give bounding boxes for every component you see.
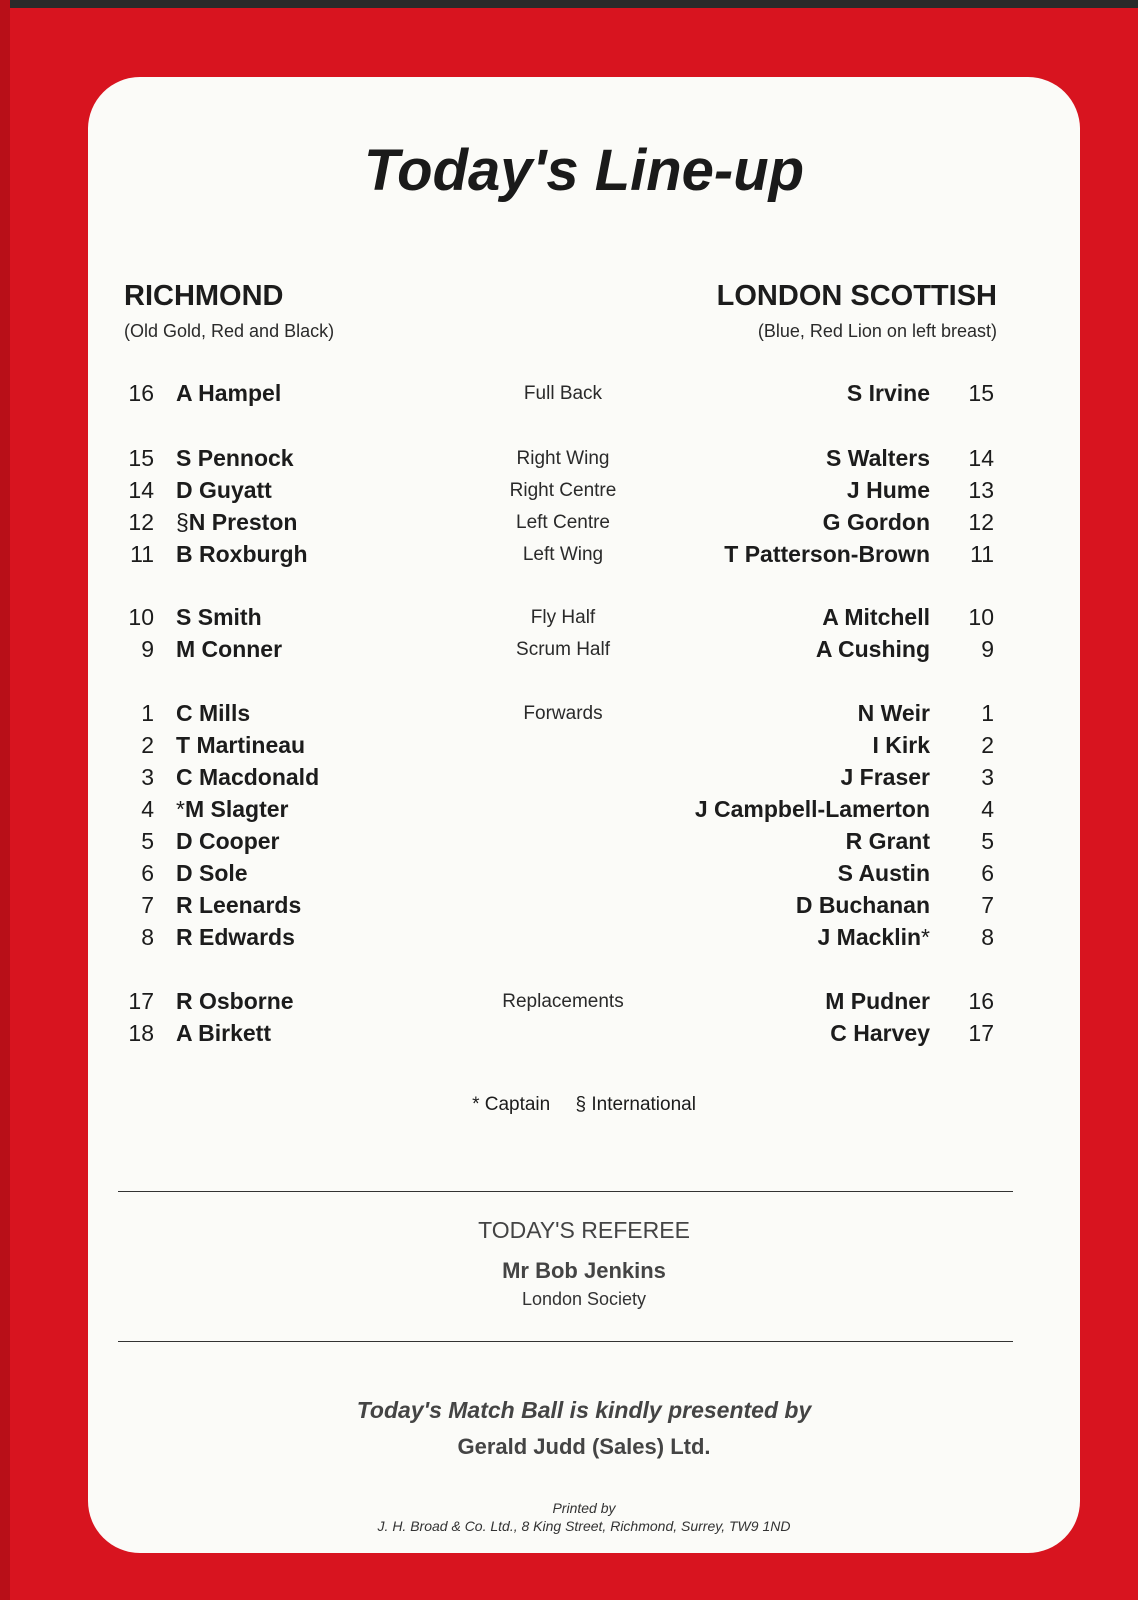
lineup-row: [88, 380, 1080, 412]
away-number: 5: [981, 828, 994, 854]
home-number: 4: [141, 796, 154, 822]
position-label: Full Back: [523, 383, 603, 404]
away-player-name: D Buchanan: [795, 892, 930, 918]
away-number: 15: [968, 380, 994, 406]
lineup-row: [88, 509, 1080, 541]
match-ball-line: Today's Match Ball is kindly presented by: [356, 1397, 812, 1423]
away-player: [695, 796, 930, 823]
lineup-row: [88, 604, 1080, 636]
away-player-name: S Irvine: [846, 380, 930, 406]
home-player-name: M Slagter: [184, 796, 289, 822]
home-player: [176, 700, 250, 727]
lineup-row: [88, 541, 1080, 573]
home-player-mark: §: [176, 509, 189, 535]
home-number: 6: [141, 860, 154, 886]
position-label: Right Centre: [509, 480, 617, 501]
away-number: 4: [981, 796, 994, 822]
home-player-name: T Martineau: [176, 732, 306, 758]
home-player: [176, 1020, 271, 1047]
divider-top: [118, 1191, 1013, 1192]
home-player-name: R Edwards: [176, 924, 295, 950]
home-team-name: RICHMOND: [124, 280, 284, 312]
home-player: [176, 541, 308, 568]
divider-bottom: [118, 1341, 1013, 1342]
home-player: [176, 796, 288, 823]
away-player: [847, 477, 930, 504]
position-label: Left Centre: [516, 512, 610, 533]
home-player-name: R Osborne: [176, 988, 294, 1014]
home-player-name: R Leenards: [176, 892, 302, 918]
home-number: 8: [141, 924, 154, 950]
home-number: 12: [128, 509, 154, 535]
lineup-row: [88, 764, 1080, 796]
home-number: 17: [128, 988, 154, 1014]
away-player: [838, 860, 930, 887]
lineup-row: [88, 796, 1080, 828]
home-player: [176, 860, 248, 887]
home-player-name: B Roxburgh: [176, 541, 308, 567]
away-team-colours: (Blue, Red Lion on left breast): [757, 321, 997, 341]
home-number: 9: [141, 636, 154, 662]
away-player-name: A Mitchell: [822, 604, 930, 630]
away-player: [826, 445, 930, 472]
away-player-name: N Weir: [857, 700, 930, 726]
away-player-name: A Cushing: [815, 636, 930, 662]
home-number: 11: [130, 541, 154, 567]
left-edge: [0, 0, 10, 1600]
lineup-row: [88, 700, 1080, 732]
home-player-name: S Smith: [176, 604, 262, 630]
lineup-row: [88, 477, 1080, 509]
away-number: 16: [968, 988, 994, 1014]
position-label: Fly Half: [530, 607, 596, 628]
home-team-colours: (Old Gold, Red and Black): [124, 321, 335, 341]
lineup-row: [88, 892, 1080, 924]
home-number: 7: [141, 892, 154, 918]
away-number: 7: [981, 892, 994, 918]
away-player-name: R Grant: [845, 828, 930, 854]
home-player: [176, 764, 319, 791]
home-number: 18: [128, 1020, 154, 1046]
position-label: Forwards: [523, 703, 603, 724]
away-number: 1: [981, 700, 994, 726]
away-player: [830, 1020, 930, 1047]
lineup-row: [88, 732, 1080, 764]
away-player: [825, 988, 930, 1015]
printer-credit: [88, 1499, 1080, 1535]
away-player: [872, 732, 930, 759]
away-number: 8: [981, 924, 994, 950]
legend: [88, 1094, 1080, 1116]
home-player: [176, 477, 272, 504]
home-player: [176, 604, 262, 631]
home-player: [176, 445, 294, 472]
home-number: 14: [128, 477, 154, 503]
referee-heading: TODAY'S REFEREE: [478, 1217, 690, 1243]
away-player-name: M Pudner: [825, 988, 930, 1014]
away-player: [818, 924, 931, 951]
home-number: 2: [141, 732, 154, 758]
away-player-name: J Macklin: [817, 924, 922, 950]
home-player: [176, 509, 297, 536]
legend-captain: * Captain: [472, 1094, 551, 1115]
away-player-name: J Fraser: [840, 764, 930, 790]
position-label: Left Wing: [522, 544, 604, 565]
home-player: [176, 892, 301, 919]
referee-name: Mr Bob Jenkins: [502, 1258, 666, 1283]
away-player-name: I Kirk: [872, 732, 930, 758]
away-player: [816, 636, 930, 663]
away-player-name: G Gordon: [822, 509, 930, 535]
away-number: 12: [968, 509, 994, 535]
away-number: 9: [981, 636, 994, 662]
home-player-mark: *: [176, 796, 185, 822]
away-number: 14: [968, 445, 994, 471]
home-player: [176, 988, 294, 1015]
lineup-row: [88, 860, 1080, 892]
away-number: 3: [981, 764, 994, 790]
home-player-name: D Cooper: [176, 828, 280, 854]
away-player-name: C Harvey: [830, 1020, 930, 1046]
lineup-row: [88, 636, 1080, 668]
home-player-name: C Mills: [176, 700, 251, 726]
home-player: [176, 732, 305, 759]
home-number: 5: [141, 828, 154, 854]
lineup-row: [88, 988, 1080, 1020]
away-player-name: S Austin: [837, 860, 930, 886]
away-player: [846, 828, 930, 855]
referee-society: London Society: [521, 1289, 647, 1309]
home-player-name: A Birkett: [176, 1020, 271, 1046]
home-player-name: N Preston: [188, 509, 298, 535]
away-player-name: J Campbell-Lamerton: [694, 796, 930, 822]
away-player: [858, 700, 930, 727]
top-edge: [0, 0, 1138, 8]
home-player-name: D Guyatt: [176, 477, 272, 503]
away-player: [796, 892, 930, 919]
home-player: [176, 636, 282, 663]
position-label: Right Wing: [516, 448, 610, 469]
away-team-name: LONDON SCOTTISH: [716, 280, 997, 312]
home-player-name: M Conner: [176, 636, 283, 662]
away-player-mark: *: [921, 924, 930, 950]
away-player-name: T Patterson-Brown: [724, 541, 930, 567]
printer-label: Printed by: [552, 1500, 616, 1516]
away-player-name: S Walters: [826, 445, 930, 471]
lineup-row: [88, 828, 1080, 860]
lineup-row: [88, 1020, 1080, 1052]
away-number: 10: [968, 604, 994, 630]
home-player: [176, 828, 280, 855]
home-number: 16: [128, 380, 154, 406]
away-number: 17: [968, 1020, 994, 1046]
home-player: [176, 924, 295, 951]
home-player-name: A Hampel: [176, 380, 282, 406]
lineup-row: [88, 924, 1080, 956]
legend-international: § International: [575, 1094, 696, 1115]
away-player: [822, 604, 930, 631]
away-player: [724, 541, 930, 568]
away-player: [847, 380, 930, 407]
home-player-name: D Sole: [176, 860, 248, 886]
programme-page: [88, 77, 1080, 1553]
home-number: 1: [141, 700, 154, 726]
position-label: Scrum Half: [516, 639, 610, 660]
home-player-name: S Pennock: [176, 445, 294, 471]
away-player: [840, 764, 930, 791]
page-title: Today's Line-up: [363, 138, 805, 203]
home-player: [176, 380, 281, 407]
away-number: 2: [981, 732, 994, 758]
away-number: 6: [981, 860, 994, 886]
position-label: Replacements: [502, 991, 624, 1012]
away-player: [823, 509, 930, 536]
home-player-name: C Macdonald: [176, 764, 320, 790]
home-number: 10: [128, 604, 154, 630]
home-number: 15: [128, 445, 154, 471]
printer-address: J. H. Broad & Co. Ltd., 8 King Street, Richmond, Surrey, TW9 1ND: [377, 1518, 791, 1534]
away-number: 11: [970, 541, 994, 567]
away-player-name: J Hume: [846, 477, 930, 503]
away-number: 13: [968, 477, 994, 503]
lineup-row: [88, 445, 1080, 477]
match-ball-sponsor: Gerald Judd (Sales) Ltd.: [457, 1434, 711, 1459]
home-number: 3: [141, 764, 154, 790]
